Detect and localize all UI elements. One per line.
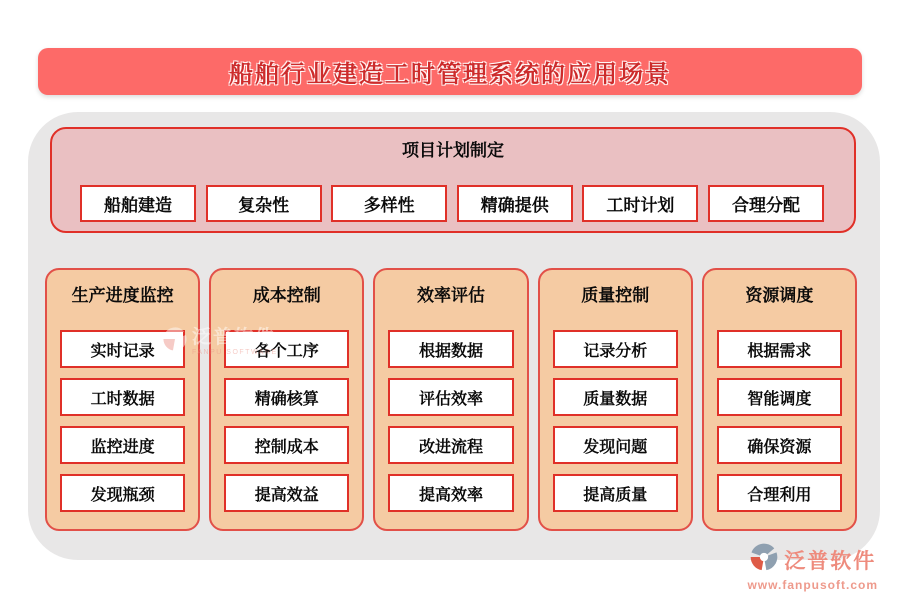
column-title: 生产进度监控 [71, 286, 174, 305]
column-item: 提高质量 [553, 474, 678, 512]
plan-item-rational-allocation: 合理分配 [708, 185, 824, 222]
fanpu-brand [747, 542, 878, 592]
column-item: 提高效益 [224, 474, 349, 512]
column-item: 精确核算 [224, 378, 349, 416]
column-quality-control [538, 268, 693, 531]
column-item: 发现问题 [553, 426, 678, 464]
column-item: 记录分析 [553, 330, 678, 368]
title-banner [38, 48, 862, 95]
diagram-canvas [28, 112, 880, 560]
plan-item-complexity: 复杂性 [206, 185, 322, 222]
plan-item-ship-building: 船舶建造 [80, 185, 196, 222]
column-title: 资源调度 [745, 286, 814, 305]
column-title: 成本控制 [252, 286, 321, 305]
column-item: 根据数据 [388, 330, 513, 368]
column-item: 合理利用 [717, 474, 842, 512]
watermark-name: 泛普软件 [192, 326, 277, 348]
column-cost-control [209, 268, 364, 531]
fanpu-logo-icon [749, 542, 779, 577]
column-item: 发现瓶颈 [60, 474, 185, 512]
brand-name: 泛普软件 [784, 549, 877, 573]
column-item: 提高效率 [388, 474, 513, 512]
column-item: 各个工序 [224, 330, 349, 368]
column-production-progress [45, 268, 200, 531]
plan-item-accurate-provision: 精确提供 [457, 185, 573, 222]
brand-website: www.fanpusoft.com [747, 578, 878, 592]
column-item: 实时记录 [60, 330, 185, 368]
watermark-subtitle: FANPU SOFTWARE [192, 348, 278, 356]
scenario-columns [45, 268, 857, 531]
column-item: 监控进度 [60, 426, 185, 464]
column-resource-scheduling [702, 268, 857, 531]
plan-items-row [52, 185, 854, 222]
column-item: 工时数据 [60, 378, 185, 416]
column-title: 效率评估 [417, 286, 485, 305]
plan-item-workhour-plan: 工时计划 [582, 185, 698, 222]
column-item: 质量数据 [553, 378, 678, 416]
column-item: 控制成本 [224, 426, 349, 464]
plan-section-title: 项目计划制定 [402, 141, 504, 160]
column-efficiency-evaluation [373, 268, 528, 531]
column-item: 确保资源 [717, 426, 842, 464]
column-item: 根据需求 [717, 330, 842, 368]
plan-section [50, 127, 856, 233]
column-item: 智能调度 [717, 378, 842, 416]
plan-item-diversity: 多样性 [331, 185, 447, 222]
page-title: 船舶行业建造工时管理系统的应用场景 [229, 61, 671, 88]
column-item: 评估效率 [388, 378, 513, 416]
column-title: 质量控制 [581, 286, 650, 305]
column-item: 改进流程 [388, 426, 513, 464]
